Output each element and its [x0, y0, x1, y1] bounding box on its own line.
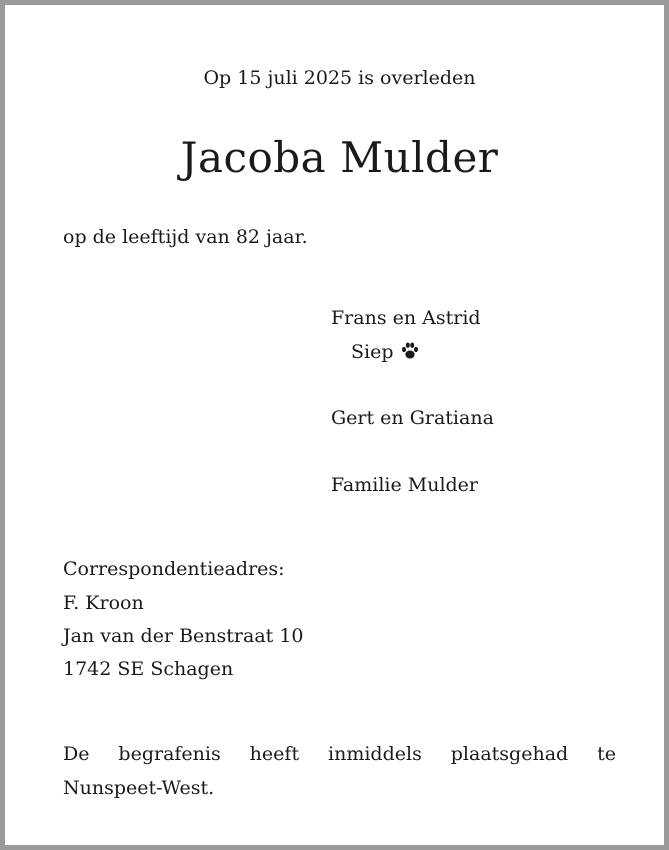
correspondence-heading: Correspondentieadres: [63, 558, 285, 580]
burial-notice [63, 737, 616, 805]
mourner-gert-gratiana: Gert en Gratiana [331, 407, 494, 429]
correspondence-postal-city: 1742 SE Schagen [63, 658, 234, 680]
mourner-familie-mulder: Familie Mulder [331, 474, 479, 496]
mourner-frans-astrid: Frans en Astrid [331, 307, 481, 329]
mourner-siep-label: Siep [351, 341, 394, 363]
announcement: Op 15 juli 2025 is overleden [203, 67, 476, 89]
correspondence-street: Jan van der Benstraat 10 [63, 625, 304, 647]
correspondence-name: F. Kroon [63, 592, 144, 614]
mourner-siep [351, 341, 420, 366]
deceased-name: Jacoba Mulder [180, 133, 499, 182]
age-line: op de leeftijd van 82 jaar. [63, 226, 308, 248]
burial-line-2: Nunspeet-West. [63, 777, 215, 799]
burial-line-1: De begrafenis heeft inmiddels plaatsgehad te [63, 743, 616, 765]
paw-print-icon [400, 341, 420, 366]
